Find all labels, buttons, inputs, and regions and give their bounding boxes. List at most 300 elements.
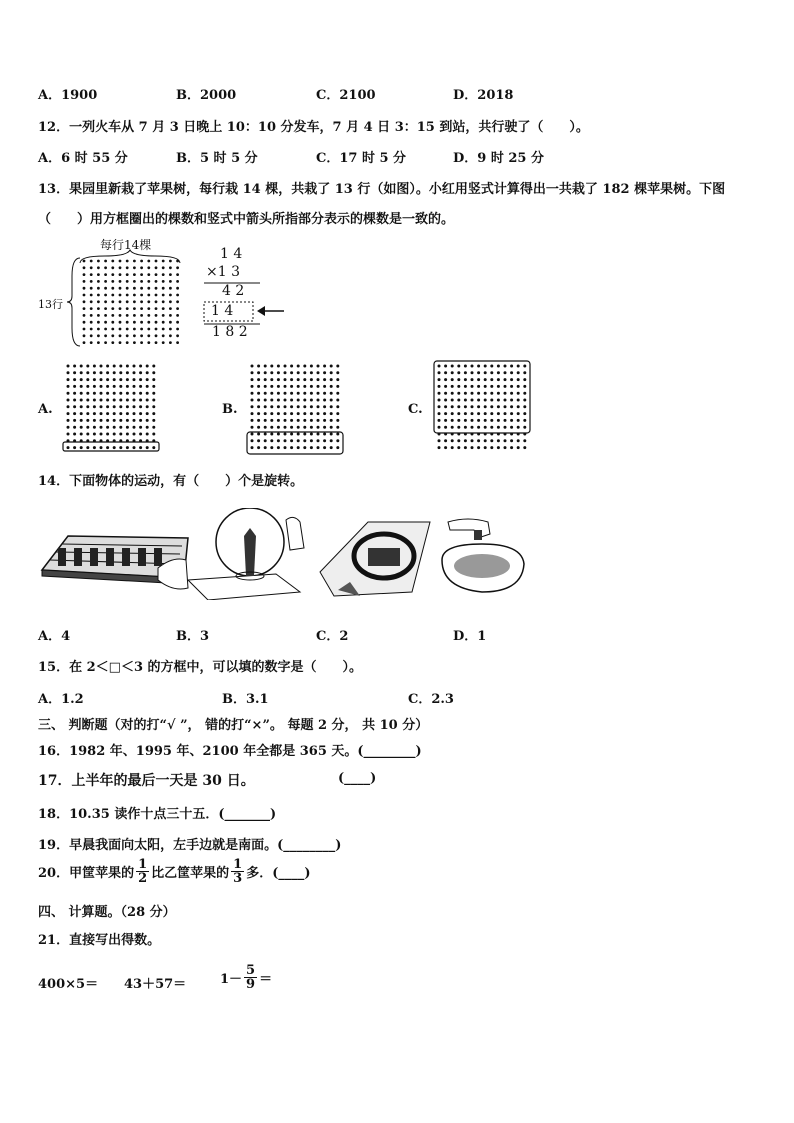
q20-fraction-2-denominator: 3 [233, 871, 243, 886]
dot [310, 371, 313, 374]
dot [106, 392, 109, 395]
dot [303, 399, 306, 402]
dot [86, 433, 89, 436]
dot [133, 328, 136, 331]
dot [104, 314, 107, 317]
dot [106, 399, 109, 402]
dot [264, 378, 267, 381]
q15-text: 15．在 2＜□＜3 的方框中，可以填的数字是（ ）。 [38, 660, 363, 675]
dot [119, 307, 122, 310]
dot [106, 412, 109, 415]
dot [104, 266, 107, 269]
dot [133, 426, 136, 429]
dot [162, 334, 165, 337]
dot [111, 307, 114, 310]
dot [523, 412, 526, 415]
q13-option-a-grid[interactable] [62, 362, 162, 456]
dot [290, 371, 293, 374]
q12-option-c[interactable]: C．17 时 5 分 [316, 151, 407, 166]
dot [93, 399, 96, 402]
dot [83, 334, 86, 337]
dot [133, 273, 136, 276]
dot [270, 399, 273, 402]
dot [284, 419, 287, 422]
dot [251, 433, 254, 436]
dot [93, 378, 96, 381]
dot [504, 399, 507, 402]
dot [106, 446, 109, 449]
dot [155, 287, 158, 290]
dot [510, 371, 513, 374]
dot [310, 439, 313, 442]
dot [86, 412, 89, 415]
dot [176, 328, 179, 331]
dot [277, 426, 280, 429]
dot [80, 392, 83, 395]
q12-option-b[interactable]: B．5 时 5 分 [176, 151, 258, 166]
dot [176, 294, 179, 297]
dot [90, 321, 93, 324]
dot [290, 426, 293, 429]
dot [317, 412, 320, 415]
dot [523, 419, 526, 422]
dot [147, 341, 150, 344]
dot [297, 365, 300, 368]
dot [284, 439, 287, 442]
dot [162, 260, 165, 263]
dot [106, 433, 109, 436]
dot [444, 419, 447, 422]
dot [104, 260, 107, 263]
dot [251, 399, 254, 402]
dot [336, 419, 339, 422]
dot [139, 426, 142, 429]
q20-part-b: 比乙筐苹果的 [151, 866, 230, 881]
q11-option-a[interactable]: A．1900 [38, 88, 98, 103]
dot [457, 378, 460, 381]
dot [290, 433, 293, 436]
dot [517, 405, 520, 408]
dot [111, 341, 114, 344]
dot [290, 446, 293, 449]
q21-expr-1[interactable]: 400×5＝ [38, 977, 99, 992]
dot [490, 446, 493, 449]
dot [290, 412, 293, 415]
dot [497, 365, 500, 368]
dot [257, 439, 260, 442]
dot [83, 307, 86, 310]
q13-option-c-grid[interactable] [433, 360, 533, 458]
dot [464, 419, 467, 422]
q17-blank[interactable]: (____) [338, 771, 377, 786]
dot [284, 371, 287, 374]
q15-option-a[interactable]: A．1.2 [38, 692, 84, 707]
dot [119, 446, 122, 449]
dot [111, 328, 114, 331]
dot [155, 273, 158, 276]
dot [100, 426, 103, 429]
dot [133, 266, 136, 269]
dot [257, 446, 260, 449]
dot [297, 392, 300, 395]
q11-option-d[interactable]: D．2018 [453, 88, 514, 103]
dot [86, 365, 89, 368]
dot [504, 426, 507, 429]
dot [83, 287, 86, 290]
dot [290, 405, 293, 408]
dot [523, 405, 526, 408]
dot [119, 385, 122, 388]
dot [86, 392, 89, 395]
dot [126, 405, 129, 408]
dot [523, 378, 526, 381]
dot [330, 419, 333, 422]
q20-line[interactable] [38, 858, 311, 885]
dot [330, 426, 333, 429]
q12-option-d[interactable]: D．9 时 25 分 [453, 151, 544, 166]
dot [270, 392, 273, 395]
dot [140, 328, 143, 331]
dot [517, 426, 520, 429]
dot [73, 405, 76, 408]
dot [147, 328, 150, 331]
dot [264, 392, 267, 395]
dot [152, 385, 155, 388]
dot [73, 433, 76, 436]
dot [126, 371, 129, 374]
dot [133, 385, 136, 388]
dot [100, 378, 103, 381]
dot [119, 399, 122, 402]
dot [477, 399, 480, 402]
dot [497, 399, 500, 402]
dot [297, 446, 300, 449]
dot [517, 378, 520, 381]
dot [155, 334, 158, 337]
dot [155, 300, 158, 303]
dot [169, 260, 172, 263]
dot [490, 365, 493, 368]
dot [297, 439, 300, 442]
q20-part-c: 多．(____) [246, 866, 311, 881]
q13-option-a[interactable]: A. [38, 402, 53, 417]
dot [317, 371, 320, 374]
dot [100, 399, 103, 402]
dot [104, 321, 107, 324]
dot [490, 439, 493, 442]
q16-text[interactable]: 16．1982 年、1995 年、2100 年全都是 365 天。(________) [38, 744, 422, 759]
dot [451, 405, 454, 408]
dot [126, 426, 129, 429]
dot [303, 412, 306, 415]
dot [113, 365, 116, 368]
dot [504, 412, 507, 415]
dot [477, 439, 480, 442]
dot [317, 439, 320, 442]
dot [497, 378, 500, 381]
dot [251, 446, 254, 449]
dot [251, 412, 254, 415]
dot [464, 412, 467, 415]
dot [510, 439, 513, 442]
dot [176, 341, 179, 344]
dot [471, 399, 474, 402]
dot [93, 412, 96, 415]
dot [444, 392, 447, 395]
dot [330, 405, 333, 408]
dot [169, 321, 172, 324]
dot [277, 439, 280, 442]
q11-option-b[interactable]: B．2000 [176, 88, 237, 103]
dot [323, 385, 326, 388]
dot [257, 378, 260, 381]
q19-text[interactable]: 19．早晨我面向太阳，左手边就是南面。(________) [38, 838, 342, 853]
dot [119, 378, 122, 381]
dot [86, 426, 89, 429]
dot [444, 399, 447, 402]
dot [497, 371, 500, 374]
dot [471, 371, 474, 374]
dot [119, 341, 122, 344]
dot [336, 385, 339, 388]
dot [119, 334, 122, 337]
dot [133, 307, 136, 310]
dot [471, 419, 474, 422]
dot [438, 419, 441, 422]
dot [457, 392, 460, 395]
dot [517, 399, 520, 402]
dot [67, 405, 70, 408]
dot [111, 260, 114, 263]
dot [438, 439, 441, 442]
dot [471, 405, 474, 408]
q14-option-c[interactable]: C．2 [316, 629, 349, 644]
q11-option-c[interactable]: C．2100 [316, 88, 376, 103]
dot [317, 385, 320, 388]
dot [523, 426, 526, 429]
dot [126, 266, 129, 269]
dot [484, 412, 487, 415]
q14-option-b[interactable]: B．3 [176, 629, 210, 644]
q21-expr-2[interactable]: 43＋57＝ [124, 977, 187, 992]
dot [317, 378, 320, 381]
dot [111, 287, 114, 290]
dot [497, 419, 500, 422]
dot [510, 405, 513, 408]
q13-option-b-grid[interactable] [246, 362, 346, 456]
dot [523, 365, 526, 368]
q21-expr-3-numerator: 5 [246, 963, 256, 978]
dot [111, 314, 114, 317]
q14-option-d[interactable]: D．1 [453, 629, 487, 644]
dot [133, 405, 136, 408]
selection-box [434, 361, 530, 433]
dot [504, 439, 507, 442]
dot [438, 385, 441, 388]
q18-text[interactable]: 18．10.35 读作十点三十五．(_______) [38, 807, 277, 822]
dot [464, 399, 467, 402]
dot [155, 266, 158, 269]
dot [457, 405, 460, 408]
dot [140, 280, 143, 283]
dot [155, 328, 158, 331]
q14-option-a[interactable]: A．4 [38, 629, 71, 644]
dot [67, 392, 70, 395]
dot [451, 392, 454, 395]
dot [176, 273, 179, 276]
dot [497, 439, 500, 442]
dot [97, 307, 100, 310]
dot [119, 300, 122, 303]
dot [152, 405, 155, 408]
calc-row2: ×1 3 [206, 264, 240, 280]
q21-expr-3[interactable] [220, 964, 272, 991]
dot [100, 412, 103, 415]
dot [146, 371, 149, 374]
dot [323, 439, 326, 442]
dot [310, 412, 313, 415]
dot [517, 412, 520, 415]
dot [290, 378, 293, 381]
dot [80, 419, 83, 422]
q12-option-a[interactable]: A．6 时 55 分 [38, 151, 128, 166]
dot [323, 412, 326, 415]
dot [111, 266, 114, 269]
dot [251, 378, 254, 381]
dot [73, 426, 76, 429]
steering-wheel-icon [320, 522, 430, 596]
dot [90, 287, 93, 290]
dot [471, 392, 474, 395]
dot [303, 392, 306, 395]
dot [471, 412, 474, 415]
dot [464, 446, 467, 449]
dot [523, 385, 526, 388]
dot [471, 446, 474, 449]
dot [119, 405, 122, 408]
q20-part-a: 20．甲筐苹果的 [38, 866, 135, 881]
dot [113, 426, 116, 429]
dot [290, 392, 293, 395]
dot [336, 405, 339, 408]
dot [80, 405, 83, 408]
dot [97, 266, 100, 269]
dot [133, 365, 136, 368]
dot [139, 419, 142, 422]
dot [146, 426, 149, 429]
dot [83, 266, 86, 269]
dot [119, 392, 122, 395]
dot [104, 273, 107, 276]
dot [73, 446, 76, 449]
dot [451, 419, 454, 422]
dot [504, 371, 507, 374]
dot [152, 399, 155, 402]
dot [310, 385, 313, 388]
dot [83, 341, 86, 344]
dot [133, 287, 136, 290]
dot [126, 287, 129, 290]
dot [284, 426, 287, 429]
dot [523, 399, 526, 402]
dot [113, 433, 116, 436]
q13-option-b[interactable]: B. [222, 402, 238, 417]
dot [317, 446, 320, 449]
dot [270, 378, 273, 381]
dot [284, 385, 287, 388]
dot [97, 273, 100, 276]
dot [323, 399, 326, 402]
dot [133, 294, 136, 297]
dot [83, 260, 86, 263]
dot [290, 399, 293, 402]
dot [90, 294, 93, 297]
dot [257, 399, 260, 402]
q13-text-line2: （ ）用方框圈出的棵数和竖式中箭头所指部分表示的棵数是一致的。 [38, 212, 455, 227]
dot [277, 365, 280, 368]
dot [152, 433, 155, 436]
dot [126, 433, 129, 436]
q13-option-c[interactable]: C. [408, 402, 423, 417]
dot [330, 392, 333, 395]
q15-option-c[interactable]: C．2.3 [408, 692, 454, 707]
dot [330, 412, 333, 415]
dot [133, 392, 136, 395]
dot [152, 378, 155, 381]
dot [451, 399, 454, 402]
dot [317, 419, 320, 422]
dot [484, 365, 487, 368]
dot [264, 426, 267, 429]
dot [451, 385, 454, 388]
dot [284, 378, 287, 381]
dot [310, 399, 313, 402]
q13-dot-grid [80, 258, 184, 348]
dot [80, 385, 83, 388]
dot [336, 439, 339, 442]
dot [330, 365, 333, 368]
dot [162, 314, 165, 317]
dot [438, 399, 441, 402]
dot [297, 399, 300, 402]
dot [270, 446, 273, 449]
dot [73, 412, 76, 415]
dot [100, 446, 103, 449]
dot [126, 300, 129, 303]
dot [93, 419, 96, 422]
dot [303, 371, 306, 374]
dot [140, 294, 143, 297]
dot [310, 446, 313, 449]
dot [297, 371, 300, 374]
q15-option-b[interactable]: B．3.1 [222, 692, 269, 707]
dot [139, 392, 142, 395]
dot [93, 365, 96, 368]
dot [444, 426, 447, 429]
dot [438, 446, 441, 449]
dot [523, 439, 526, 442]
dot [438, 371, 441, 374]
dot [147, 273, 150, 276]
dot [490, 405, 493, 408]
dot [176, 280, 179, 283]
q13-text-line1: 13．果园里新栽了苹果树，每行栽 14 棵，共栽了 13 行（如图）。小红用竖式计算得出一共栽了 182 棵苹果树。下图 [38, 182, 726, 197]
dot [67, 446, 70, 449]
dot [336, 433, 339, 436]
dot [113, 378, 116, 381]
dot [147, 314, 150, 317]
dot [336, 426, 339, 429]
